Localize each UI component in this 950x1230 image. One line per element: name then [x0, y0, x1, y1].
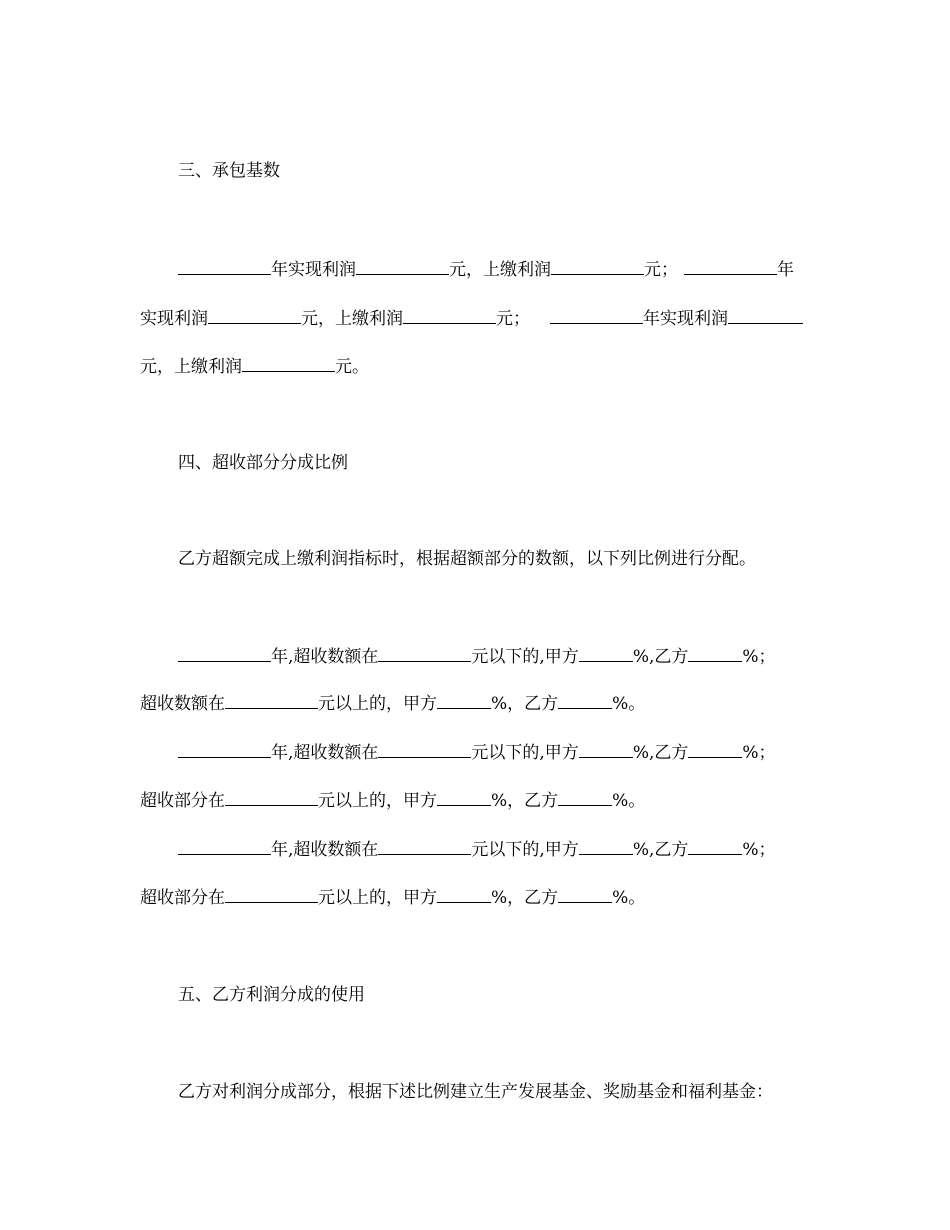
text: %；: [742, 840, 776, 860]
blank-field[interactable]: [225, 692, 318, 709]
text: 超收部分在: [140, 888, 225, 908]
text: 元以下的,甲方: [471, 647, 579, 667]
blank-field[interactable]: [579, 741, 633, 758]
text: 年实现利润: [271, 260, 356, 280]
blank-field[interactable]: [558, 789, 612, 806]
ratio-line: [140, 789, 645, 812]
section-4-title: 四、超收部分分成比例: [178, 453, 348, 473]
section-5-title: 五、乙方利润分成的使用: [178, 985, 365, 1005]
blank-field[interactable]: [688, 645, 742, 662]
text: 超收部分在: [140, 791, 225, 811]
text: 元，上缴利润: [449, 260, 551, 280]
blank-field[interactable]: [550, 307, 643, 324]
blank-field[interactable]: [178, 741, 271, 758]
section-3-title: 三、承包基数: [178, 161, 280, 181]
section-4-paragraph: 乙方超额完成上缴利润指标时，根据超额部分的数额，以下列比例进行分配。: [178, 549, 756, 569]
text: %，乙方: [491, 791, 559, 811]
text: 元；: [496, 309, 530, 329]
text: %，乙方: [491, 888, 559, 908]
text: 实现利润: [140, 309, 208, 329]
blank-field[interactable]: [688, 838, 742, 855]
text: 年,超收数额在: [271, 647, 379, 667]
text: %；: [742, 743, 776, 763]
blank-field[interactable]: [378, 645, 471, 662]
blank-field[interactable]: [558, 692, 612, 709]
base-line-2: [140, 307, 803, 330]
text: 年实现利润: [643, 309, 728, 329]
ratio-line: [178, 741, 776, 764]
text: 元，上缴利润: [301, 309, 403, 329]
blank-field[interactable]: [356, 258, 449, 275]
ratio-line: [140, 886, 645, 909]
text: 超收数额在: [140, 694, 225, 714]
blank-field[interactable]: [178, 258, 271, 275]
blank-field[interactable]: [558, 886, 612, 903]
text: 元以上的，甲方: [318, 791, 437, 811]
blank-field[interactable]: [225, 789, 318, 806]
text: 元；: [644, 260, 678, 280]
text: %,乙方: [632, 647, 689, 667]
blank-field[interactable]: [378, 838, 471, 855]
blank-field[interactable]: [437, 789, 491, 806]
text: %。: [612, 791, 646, 811]
text: %,乙方: [632, 743, 689, 763]
blank-field[interactable]: [728, 307, 803, 324]
base-line-3: [140, 355, 369, 378]
text: 年,超收数额在: [271, 743, 379, 763]
text: 元以下的,甲方: [471, 743, 579, 763]
text: %；: [742, 647, 776, 667]
text: %。: [612, 694, 646, 714]
blank-field[interactable]: [403, 307, 496, 324]
blank-field[interactable]: [225, 886, 318, 903]
blank-field[interactable]: [378, 741, 471, 758]
ratio-line: [140, 692, 645, 715]
ratio-line: [178, 838, 776, 861]
blank-field[interactable]: [208, 307, 301, 324]
section-5-paragraph: 乙方对利润分成部分，根据下述比例建立生产发展基金、奖励基金和福利基金：: [178, 1082, 773, 1102]
text: 元以上的，甲方: [318, 888, 437, 908]
base-line-1: [178, 258, 794, 281]
text: 元，上缴利润: [140, 357, 242, 377]
blank-field[interactable]: [242, 355, 335, 372]
text: %。: [612, 888, 646, 908]
blank-field[interactable]: [178, 838, 271, 855]
blank-field[interactable]: [684, 258, 777, 275]
text: 元以上的，甲方: [318, 694, 437, 714]
blank-field[interactable]: [579, 645, 633, 662]
text: 年: [777, 260, 794, 280]
blank-field[interactable]: [551, 258, 644, 275]
ratio-line: [178, 645, 776, 668]
blank-field[interactable]: [178, 645, 271, 662]
text: 元以下的,甲方: [471, 840, 579, 860]
text: %,乙方: [632, 840, 689, 860]
blank-field[interactable]: [579, 838, 633, 855]
blank-field[interactable]: [437, 692, 491, 709]
text: 年,超收数额在: [271, 840, 379, 860]
text: 元。: [335, 357, 369, 377]
blank-field[interactable]: [688, 741, 742, 758]
text: %，乙方: [491, 694, 559, 714]
blank-field[interactable]: [437, 886, 491, 903]
